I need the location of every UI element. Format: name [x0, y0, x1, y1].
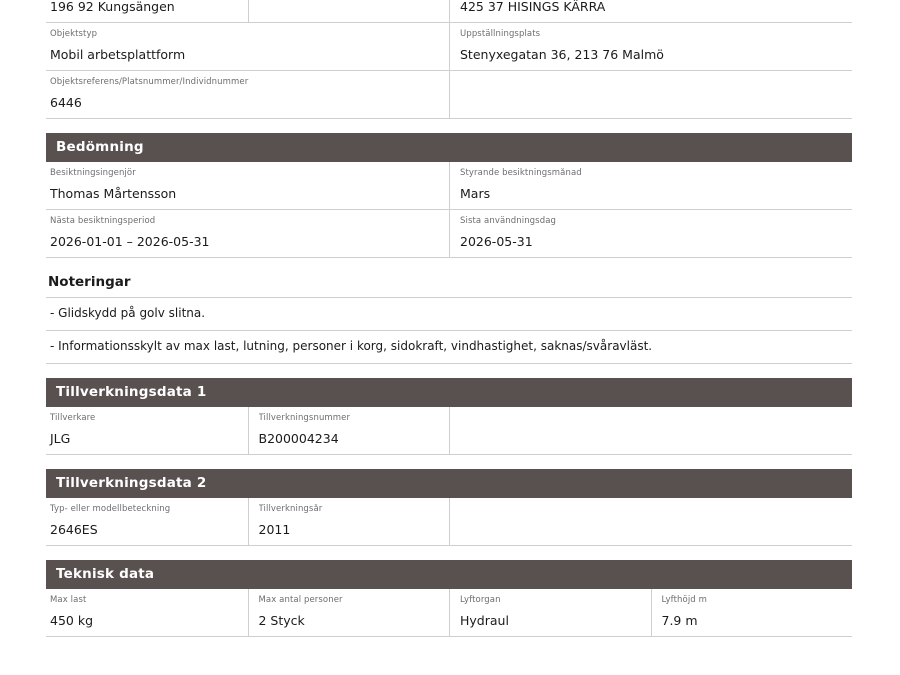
manufacturing-year-label: Tillverkningsår: [258, 504, 323, 514]
object-reference-label: Objektsreferens/Platsnummer/Individnummer: [50, 77, 249, 87]
last-usage-day-cell: [449, 210, 852, 258]
inspector-value: Thomas Mårtensson: [50, 186, 177, 201]
max-persons-value: 2 Styck: [258, 613, 305, 628]
max-persons-label: Max antal personer: [258, 595, 343, 605]
assessment-row-2: [46, 210, 852, 258]
next-inspection-period-label: Nästa besiktningsperiod: [50, 216, 156, 226]
object-type-value: Mobil arbetsplattform: [50, 47, 186, 62]
next-inspection-period-cell: [46, 210, 449, 258]
object-type-label: Objektstyp: [50, 29, 98, 39]
object-reference-value: 6446: [50, 95, 82, 110]
model-designation-label: Typ- eller modellbeteckning: [50, 504, 171, 514]
manufacturing-1-empty-cell: [449, 407, 852, 455]
lifting-height-cell: [651, 589, 853, 637]
object-reference-cell: [46, 71, 449, 119]
lifting-device-value: Hydraul: [460, 613, 509, 628]
top-partial-left-value: 196 92 Kungsängen: [50, 0, 175, 14]
placement-cell: [449, 23, 852, 71]
manufacturing-year-value: 2011: [258, 522, 291, 537]
max-load-label: Max last: [50, 595, 87, 605]
max-load-cell: [46, 589, 248, 637]
note-item: - Informationsskylt av max last, lutning, personer i korg, sidokraft, vindhastighet, saknas/svåravläst.: [46, 331, 852, 364]
manufacturer-value: JLG: [50, 431, 71, 446]
max-persons-cell: [248, 589, 450, 637]
inspector-cell: [46, 162, 449, 210]
manufacturing-year-cell: [248, 498, 450, 546]
object-reference-row: [46, 71, 852, 119]
manufacturing-number-label: Tillverkningsnummer: [258, 413, 351, 423]
model-designation-cell: [46, 498, 248, 546]
object-type-cell: [46, 23, 449, 71]
lifting-device-label: Lyftorgan: [460, 595, 501, 605]
inspection-month-value: Mars: [460, 186, 491, 201]
placement-label: Uppställningsplats: [460, 29, 541, 39]
top-partial-right-value: 425 37 HISINGS KÄRRA: [460, 0, 606, 14]
manufacturing-2-row: [46, 498, 852, 546]
lifting-device-cell: [449, 589, 651, 637]
manufacturing-2-empty-cell: [449, 498, 852, 546]
section-header-technical: Teknisk data: [46, 560, 852, 589]
section-header-manufacturing-2: Tillverkningsdata 2: [46, 469, 852, 498]
last-usage-day-value: 2026-05-31: [460, 234, 533, 249]
lifting-height-value: 7.9 m: [661, 613, 698, 628]
max-load-value: 450 kg: [50, 613, 94, 628]
top-partial-row: [46, 0, 852, 23]
object-type-row: [46, 23, 852, 71]
manufacturing-1-row: [46, 407, 852, 455]
manufacturer-label: Tillverkare: [50, 413, 96, 423]
manufacturing-number-value: B200004234: [258, 431, 339, 446]
next-inspection-period-value: 2026-01-01 – 2026-05-31: [50, 234, 210, 249]
top-partial-right-cell: [449, 0, 852, 23]
manufacturer-cell: [46, 407, 248, 455]
section-header-manufacturing-1: Tillverkningsdata 1: [46, 378, 852, 407]
object-reference-empty-cell: [449, 71, 852, 119]
placement-value: Stenyxegatan 36, 213 76 Malmö: [460, 47, 664, 62]
inspection-month-cell: [449, 162, 852, 210]
inspector-label: Besiktningsingenjör: [50, 168, 136, 178]
assessment-row-1: [46, 162, 852, 210]
section-header-assessment: Bedömning: [46, 133, 852, 162]
note-item: - Glidskydd på golv slitna.: [46, 297, 852, 331]
top-partial-second-cell: [248, 0, 450, 23]
technical-row: [46, 589, 852, 637]
section-header-notes: Noteringar: [48, 274, 131, 290]
last-usage-day-label: Sista användningsdag: [460, 216, 557, 226]
lifting-height-label: Lyfthöjd m: [661, 595, 707, 605]
model-designation-value: 2646ES: [50, 522, 98, 537]
top-partial-left-cell: [46, 0, 248, 23]
inspection-month-label: Styrande besiktningsmånad: [460, 168, 582, 178]
manufacturing-number-cell: [248, 407, 450, 455]
inspection-report: [46, 0, 852, 637]
